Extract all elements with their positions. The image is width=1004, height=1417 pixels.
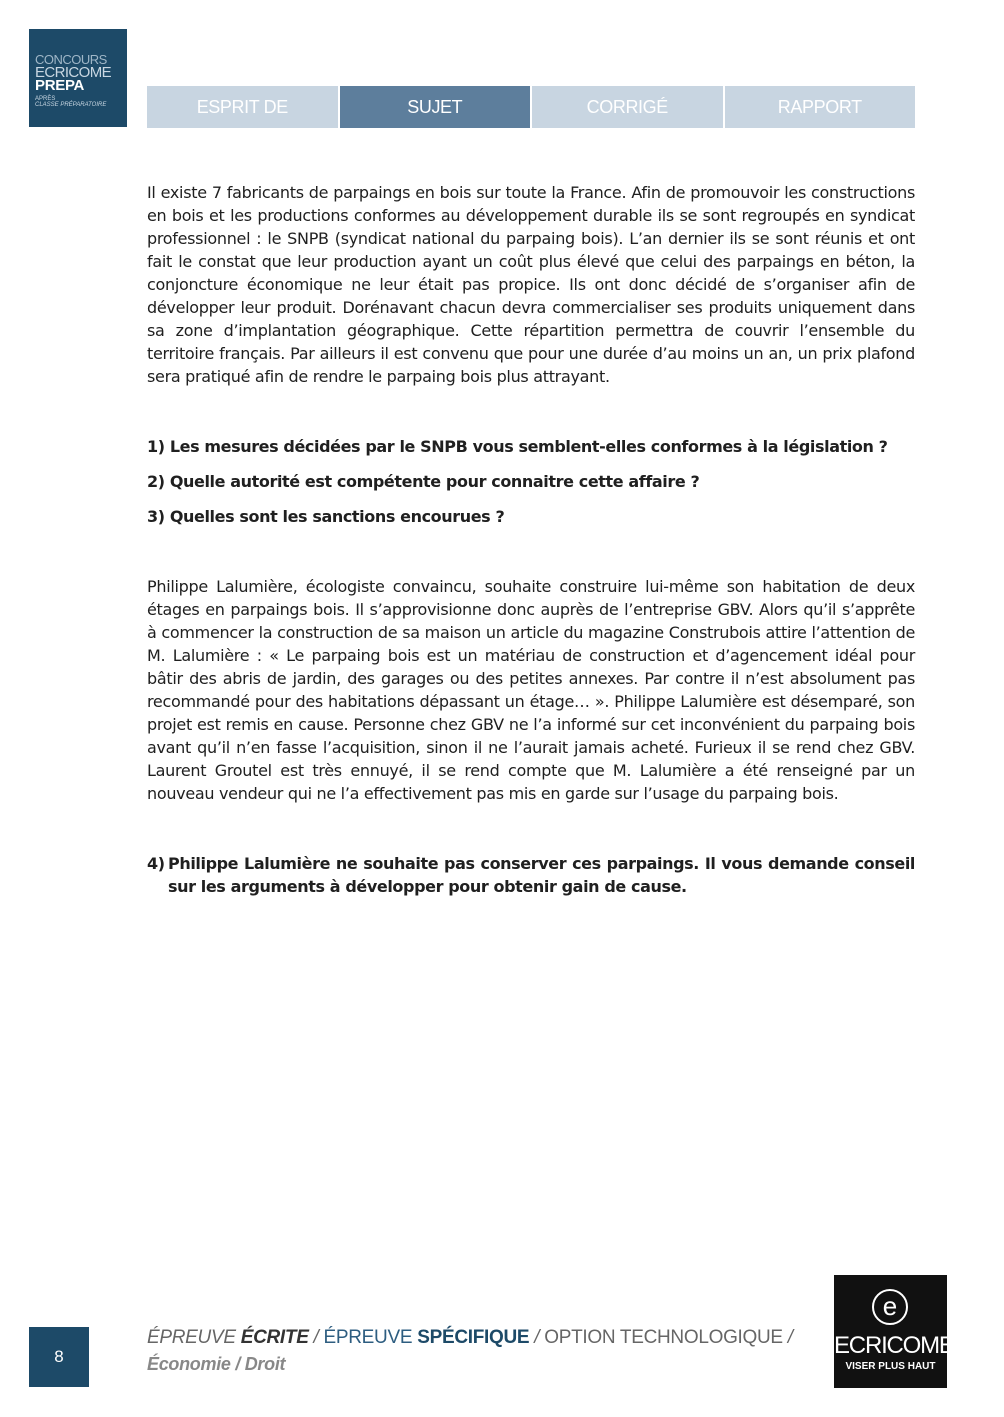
logo-ecricome: ECRICOME xyxy=(35,64,112,81)
footer-ecrite: ÉCRITE xyxy=(240,1327,309,1348)
footer-specifique: SPÉCIFIQUE xyxy=(417,1327,530,1348)
logo-concours: CONCOURS xyxy=(35,52,107,67)
page-number: 8 xyxy=(29,1327,89,1387)
brand-name: ECRICOME xyxy=(834,1332,954,1359)
footer-epreuve-2: ÉPREUVE xyxy=(323,1327,413,1348)
question-2: 2) Quelle autorité est compétente pour connaitre cette affaire ? xyxy=(147,472,700,491)
logo-prepa: PREPA xyxy=(35,77,85,94)
footer-separator: / xyxy=(529,1327,545,1348)
question-1: 1) Les mesures décidées par le SNPB vous semblent-elles conformes à la législation ? xyxy=(147,437,888,456)
footer-separator: / xyxy=(782,1327,793,1348)
footer-exam-title xyxy=(147,1325,793,1377)
ecricome-e-icon: e xyxy=(872,1289,908,1325)
ecricome-brand-logo xyxy=(834,1275,954,1388)
brand-tagline: VISER PLUS HAUT xyxy=(845,1361,936,1372)
subject-content xyxy=(147,181,915,898)
tab-sujet[interactable]: SUJET xyxy=(340,86,531,128)
footer-separator: / xyxy=(308,1327,324,1348)
question-4 xyxy=(147,852,915,898)
tab-corrige[interactable]: CORRIGÉ xyxy=(532,86,723,128)
footer-option: OPTION TECHNOLOGIQUE xyxy=(544,1327,783,1348)
case-paragraph-1: Il existe 7 fabricants de parpaings en bois sur toute la France. Afin de promouvoir les constructions en bois et les productions conformes au développement durable ils se sont regroupés en syndicat professionnel : le SNPB (syndicat national du parpaing bois). L’an dernier ils se sont réunis et ont fait le constat que leur production ayant un coût plus élevé que celui des parpaings en béton, la conjoncture économique ne leur était pas propice. Ils ont donc décidé de s’organiser afin de développer leur produit. Dorénavant chacun devra commercialiser ses produits uniquement dans sa zone d’implantation géographique. Cette répartition permettra de couvrir l’ensemble du territoire français. Par ailleurs il est convenu que pour une durée d’au moins un an, un prix plafond sera pratiqué afin de rendre le parpaing bois plus attrayant. xyxy=(147,183,915,386)
tab-esprit-de-l-epreuve[interactable]: ESPRIT DE L’ÉPREUVE xyxy=(147,86,338,128)
footer-epreuve: ÉPREUVE xyxy=(147,1327,236,1348)
logo-apres: APRÈS xyxy=(35,96,56,102)
concours-logo xyxy=(29,29,127,127)
case-paragraph-2: Philippe Lalumière, écologiste convaincu, souhaite construire lui-même son habitation de deux étages en parpaings bois. Il s’approvisionne donc auprès de l’entreprise GBV. Alors qu’il s’apprête à commencer la construction de sa maison un article du magazine Construbois attire l’attention de M. Lalumière : « Le parpaing bois est un matériau de construction et d’agencement idéal pour bâtir des abris de jardin, des garages ou des petites annexes. Par contre il n’est absolument pas recommandé pour des habitations dépassant un étage… ». Philippe Lalumière est désemparé, son projet est remis en cause. Personne chez GBV ne l’a informé sur cet inconvénient du parpaing bois avant qu’il n’en fasse l’acquisition, sinon il ne l’aurait jamais acheté. Furieux il se rend chez GBV. Laurent Groutel est très ennuyé, il se rend compte que M. Lalumière a été renseigné par un nouveau vendeur qui ne l’a effectivement pas mis en garde sur l’usage du parpaing bois. xyxy=(147,577,915,803)
tab-rapport[interactable]: RAPPORT xyxy=(725,86,916,128)
question-3: 3) Quelles sont les sanctions encourues ? xyxy=(147,507,505,526)
footer-subject: Économie / Droit xyxy=(147,1354,286,1374)
question-4-number: 4) xyxy=(147,854,165,873)
section-tabs xyxy=(147,86,915,159)
question-4-text: Philippe Lalumière ne souhaite pas conserver ces parpaings. Il vous demande conseil sur les arguments à développer pour obtenir gain de cause. xyxy=(168,854,915,896)
logo-classe-preparatoire: CLASSE PRÉPARATOIRE xyxy=(35,102,107,108)
